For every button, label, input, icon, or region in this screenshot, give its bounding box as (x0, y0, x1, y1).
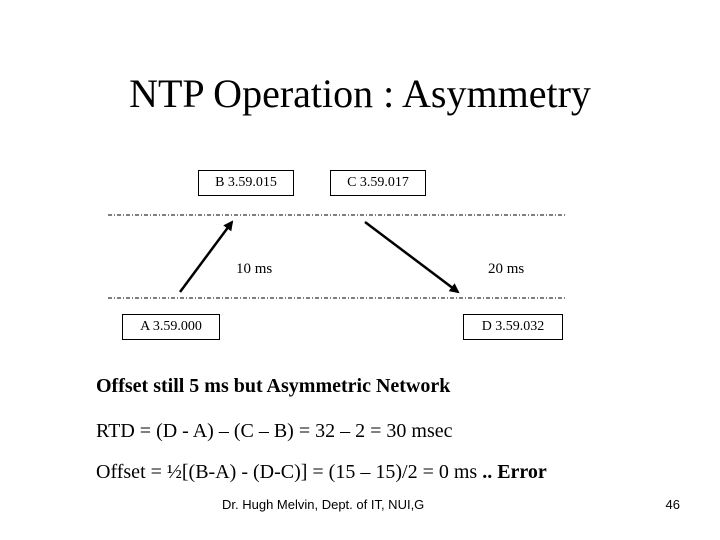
node-d-box: D 3.59.032 (463, 314, 563, 340)
node-b-box: B 3.59.015 (198, 170, 294, 196)
slide-title: NTP Operation : Asymmetry (129, 71, 591, 116)
delay-right-label: 20 ms (488, 261, 525, 277)
offset-equation-main: Offset = ½[(B-A) - (D-C)] = (15 – 15)/2 = 0 ms (96, 461, 478, 483)
rtd-equation: RTD = (D - A) – (C – B) = 32 – 2 = 30 msec (96, 420, 453, 442)
node-a-box: A 3.59.000 (122, 314, 220, 340)
arrow-a-to-b (180, 222, 232, 292)
footer-author: Dr. Hugh Melvin, Dept. of IT, NUI,G (222, 497, 425, 512)
page-number: 46 (665, 497, 680, 512)
offset-equation (96, 460, 547, 484)
arrow-c-to-d (365, 222, 458, 292)
delay-left-label: 10 ms (236, 261, 273, 277)
node-c-box: C 3.59.017 (330, 170, 426, 196)
offset-asymmetric-text: Offset still 5 ms but Asymmetric Network (96, 375, 451, 397)
error-label: .. Error (477, 461, 547, 483)
